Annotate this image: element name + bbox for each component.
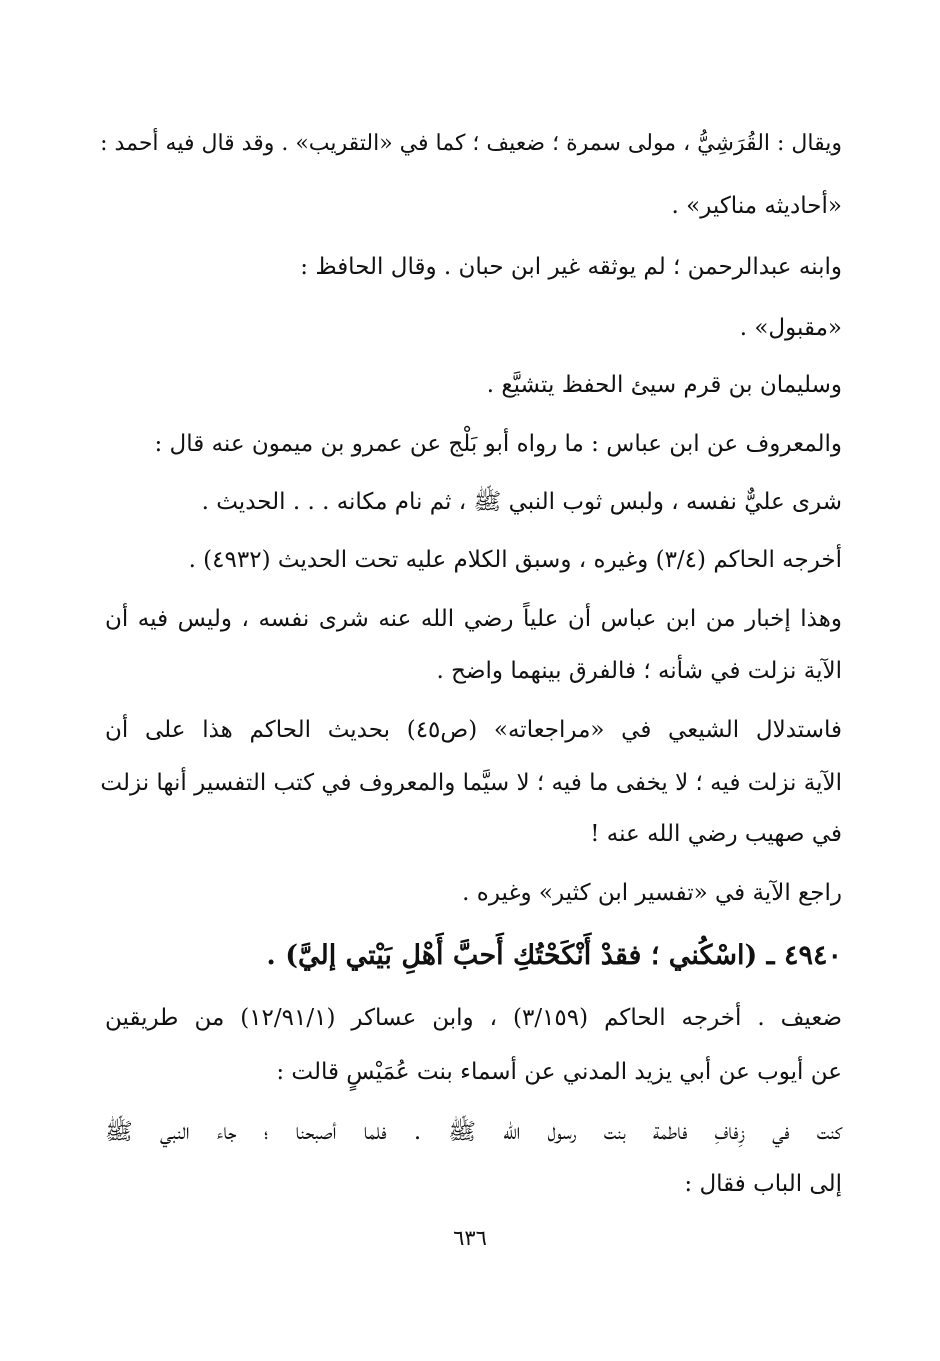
text-line: فاستدلال الشيعي في «مراجعاته» (ص٤٥) بحديث الحاكم هذا على أن bbox=[105, 717, 842, 743]
text-line: وابنه عبدالرحمن ؛ لم يوثقه غير ابن حبان . وقال الحافظ : bbox=[300, 254, 842, 280]
text-line: الآية نزلت فيه ؛ لا يخفى ما فيه ؛ لا سيَّما والمعروف في كتب التفسير أنها نزلت bbox=[100, 770, 842, 796]
text-line: الآية نزلت في شأنه ؛ فالفرق بينهما واضح . bbox=[436, 658, 842, 684]
text-line: عن أيوب عن أبي يزيد المدني عن أسماء بنت عُمَيْسٍ قالت : bbox=[276, 1059, 842, 1085]
text-line: راجع الآية في «تفسير ابن كثير» وغيره . bbox=[462, 880, 842, 906]
text-line: وهذا إخبار من ابن عباس أن علياً رضي الله عنه شرى نفسه ، وليس فيه أن bbox=[105, 606, 842, 632]
text-line: وسليمان بن قرم سيئ الحفظ يتشيَّع . bbox=[486, 372, 842, 398]
text-line: ويقال : القُرَشِيُّ ، مولى سمرة ؛ ضعيف ؛ كما في «التقريب» . وقد قال فيه أحمد : bbox=[100, 131, 842, 156]
text-line: ضعيف . أخرجه الحاكم (٣/١٥٩) ، وابن عساكر (١٢/٩١/١) من طريقين bbox=[105, 1005, 842, 1031]
text-line: إلى الباب فقال : bbox=[684, 1171, 842, 1197]
text-line: شرى عليٌّ نفسه ، ولبس ثوب النبي ﷺ ، ثم نام مكانه . . . الحديث . bbox=[201, 489, 842, 515]
page-number: ٦٣٦ bbox=[453, 1226, 487, 1250]
text-line: في صهيب رضي الله عنه ! bbox=[590, 821, 842, 847]
hadith-heading: ٤٩٤٠ ـ (اسْكُني ؛ فقدْ أَنْكَحْتُكِ أَحبَّ أَهْلِ بَيْتي إليَّ) . bbox=[266, 940, 842, 971]
text-line: «مقبول» . bbox=[739, 315, 842, 341]
text-line: «أحاديثه مناكير» . bbox=[671, 193, 842, 219]
text-line: كنت في زِفافِ فاطمة بنت رسول الله ﷺ . فلما أصبحنا ؛ جاء النبي ﷺ bbox=[105, 1119, 842, 1145]
text-line: أخرجه الحاكم (٣/٤) وغيره ، وسبق الكلام عليه تحت الحديث (٤٩٣٢) . bbox=[188, 547, 842, 573]
text-line: والمعروف عن ابن عباس : ما رواه أبو بَلْج عن عمرو بن ميمون عنه قال : bbox=[154, 431, 842, 457]
